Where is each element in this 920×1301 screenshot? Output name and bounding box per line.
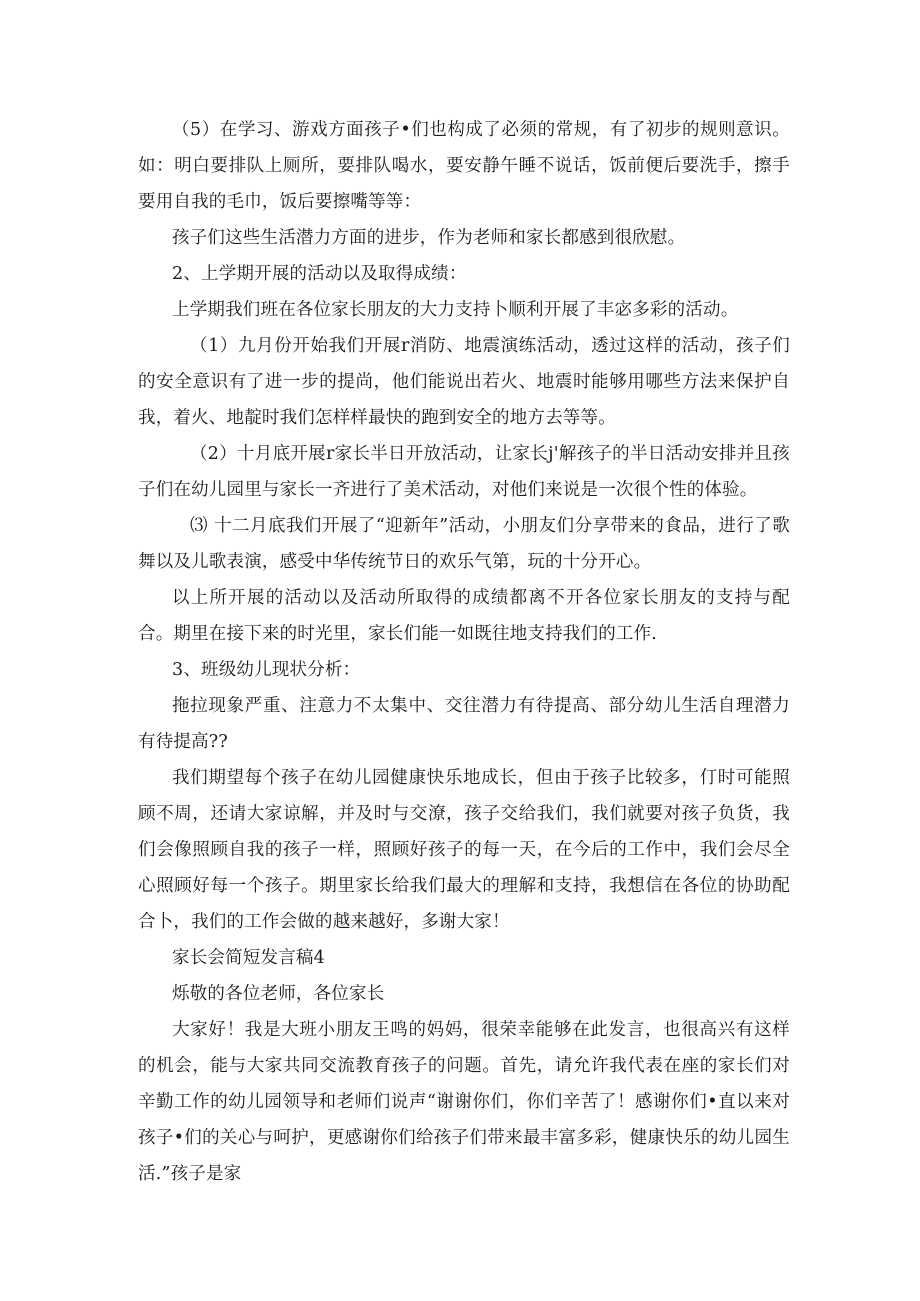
paragraph-analysis: 拖拉现象严重、注意力不太集中、交往潜力有待提高、部分幼儿生活自理潜力有待提高??	[138, 696, 790, 752]
paragraph-october: （2）十月底开展r家长半日开放活动，让家长j'解孩子的半日活动安排并且孩子们在幼儿园里与家长一齐进行了美术活动，对他们来说是一次很个性的体验。	[138, 444, 790, 500]
paragraph-hopes: 我们期望每个孩子在幼儿园健康快乐地成长，但由于孩子比较多，仃时可能照顾不周，还请大家谅解，并及时与交潦，孩子交给我们，我们就要对孩子负货，我们会像照顾自我的孩子一样，照顾好孩子的每一天，在今后的工作中，我们会尽全心照顾好每一个孩子。期里家长给我们最大的理解和支持，我想信在各位的协助配合卜，我们的工作会做的越来越好，多谢大家！	[138, 768, 790, 932]
paragraph-support: 以上所开展的活动以及活动所取得的成绩都离不开各位家长朋友的支持与配合。期里在接下来的时光里，家长们能一如既往地支持我们的工作.	[138, 588, 790, 644]
paragraph-december: ⑶ 十二月底我们开展了“迎新年”活动，小朋友们分享带来的食品，进行了歌舞以及儿歌表演，感受中华传统节日的欢乐气第，玩的十分开心。	[138, 516, 790, 572]
paragraph-activities-intro: 上学期我们班在各位家长朋友的大力支持卜顺利开展了丰宓多彩的活动。	[172, 300, 739, 320]
heading-activities: 2、上学期开展的活动以及取得成绩：	[172, 264, 467, 284]
paragraph-routine-rules: （5）在学习、游戏方面孩子•们也构成了必须的常规，有了初步的规则意识。如：明白要排队上厕所，要排队喝水，要安静午睡不说话，饭前便后要洗手，擦手要用自我的毛巾，饭后要擦嘴等等：	[138, 120, 790, 212]
paragraph-september: （1）九月份开始我们开展r消防、地震演练活动，透过这样的活动，孩子们的安全意识有了进一步的提尚，他们能说出若火、地震时能够用哪些方法来保护自我，着火、地靛时我们怎样样最快的跑到安全的地方去等等。	[138, 336, 790, 428]
heading-speech-4: 家长会简短发言稿4	[172, 948, 325, 968]
paragraph-speech-body: 大家好！我是大班小朋友王鸣的妈妈，很荣幸能够在此发言，也很高兴有这样的机会，能与大家共同交流教育孩子的问题。首先，请允许我代表在座的家长们对辛勤工作的幼儿园领导和老师们说声“谢谢你们，你们辛苦了！感谢你们•直以来对孩子•们的关心与呵护，更感谢你们给孩子们带来最丰富多彩，健康快乐的幼儿园生活.”孩子是家	[138, 1020, 790, 1184]
heading-analysis: 3、班级幼儿现状分析：	[172, 660, 361, 680]
paragraph-progress: 孩子们这些生活潜力方面的进步，作为老师和家长都感到很欣慰。	[172, 228, 686, 248]
paragraph-salutation: 烁敬的各位老师，各位家长	[172, 984, 385, 1004]
